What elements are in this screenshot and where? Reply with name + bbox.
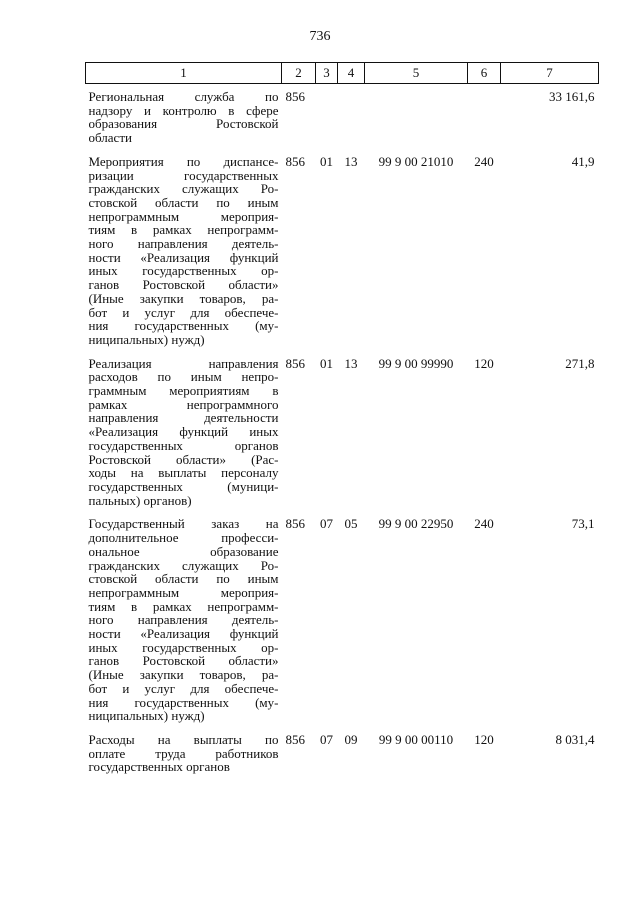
row-name-line: области xyxy=(88,130,132,146)
row-section: 01 xyxy=(320,153,333,169)
table-row xyxy=(86,149,599,351)
table-body xyxy=(86,84,599,779)
row-name-line: «Реализация функций иных xyxy=(88,424,279,440)
row-name xyxy=(86,727,282,778)
row-name-line: (Иные закупки товаров, ра- xyxy=(88,667,279,683)
row-name-line: ходы на выплаты персоналу xyxy=(88,465,279,481)
header-col-5: 5 xyxy=(365,63,468,84)
row-expense-type xyxy=(468,84,501,149)
row-name-line: ния государственных (му- xyxy=(88,694,279,710)
row-name-line: ного направления деятель- xyxy=(88,236,279,252)
row-target-article: 99 9 00 22950 xyxy=(378,516,454,532)
row-name-line: пальных) органов) xyxy=(88,492,192,508)
row-name-line: Государственный заказ на xyxy=(88,516,279,532)
row-name-line: ниципальных) нужд) xyxy=(88,708,205,724)
row-agency-code: 856 xyxy=(285,731,305,747)
row-agency-code: 856 xyxy=(285,516,305,532)
row-name-line: Реализация направления xyxy=(88,355,279,371)
row-name-line: ного направления деятель- xyxy=(88,612,279,628)
row-name xyxy=(86,149,282,351)
row-target-article xyxy=(365,84,468,149)
row-name-line: оплате труда работников xyxy=(88,745,279,761)
row-amount: 271,8 xyxy=(565,355,595,371)
row-name-line: гражданских служащих Ро- xyxy=(88,557,279,573)
row-name xyxy=(86,84,282,149)
header-col-1: 1 xyxy=(86,63,282,84)
row-name-line: ризации государственных xyxy=(88,167,279,183)
row-expense-type: 120 xyxy=(474,355,494,371)
row-amount: 73,1 xyxy=(571,516,595,532)
row-name-line: ганов Ростовской области» xyxy=(88,653,279,669)
row-expense-type: 240 xyxy=(474,153,494,169)
budget-table xyxy=(85,62,599,778)
row-name-line: направления деятельности xyxy=(88,410,279,426)
row-section xyxy=(316,84,338,149)
row-name-line: иных государственных ор- xyxy=(88,263,279,279)
row-name-line: гражданских служащих Ро- xyxy=(88,181,279,197)
row-name-line: непрограммным мероприя- xyxy=(88,208,279,224)
row-name-line: граммным мероприятиям в xyxy=(88,383,279,399)
row-name-line: непрограммным мероприя- xyxy=(88,584,279,600)
header-col-6: 6 xyxy=(468,63,501,84)
row-name-line: государственных (муници- xyxy=(88,478,279,494)
row-subsection: 09 xyxy=(344,731,358,747)
table-row xyxy=(86,511,599,727)
row-name-line: стовской области по иным xyxy=(88,571,279,587)
row-name-line: бот и услуг для обеспече- xyxy=(88,680,279,696)
row-name-line: образования Ростовской xyxy=(88,116,279,132)
row-name-line: (Иные закупки товаров, ра- xyxy=(88,290,279,306)
header-col-4: 4 xyxy=(338,63,365,84)
row-section: 01 xyxy=(320,355,333,371)
table-row xyxy=(86,84,599,149)
header-col-3: 3 xyxy=(316,63,338,84)
row-name-line: расходов по иным непро- xyxy=(88,369,279,385)
row-amount: 41,9 xyxy=(571,153,595,169)
row-name-line: Мероприятия по диспансе- xyxy=(88,153,279,169)
row-subsection: 05 xyxy=(344,516,358,532)
row-agency-code: 856 xyxy=(285,355,305,371)
row-expense-type: 120 xyxy=(474,731,494,747)
row-target-article: 99 9 00 21010 xyxy=(378,153,454,169)
header-col-7: 7 xyxy=(501,63,599,84)
row-name-line: иных государственных ор- xyxy=(88,639,279,655)
row-name-line: государственных органов xyxy=(88,759,230,775)
row-subsection: 13 xyxy=(344,355,358,371)
row-amount: 33 161,6 xyxy=(549,89,595,104)
table-header-row xyxy=(86,63,599,84)
row-name xyxy=(86,511,282,727)
row-section: 07 xyxy=(320,731,333,747)
row-name-line: ональное образование xyxy=(88,543,279,559)
table-row xyxy=(86,727,599,778)
row-name-line: государственных органов xyxy=(88,437,279,453)
row-name xyxy=(86,351,282,512)
row-agency-code: 856 xyxy=(285,89,305,104)
table-row xyxy=(86,351,599,512)
row-section: 07 xyxy=(320,516,333,532)
row-name-line: бот и услуг для обеспече- xyxy=(88,304,279,320)
row-target-article: 99 9 00 99990 xyxy=(378,355,454,371)
row-name-line: ности «Реализация функций xyxy=(88,626,279,642)
row-name-line: Ростовской области» (Рас- xyxy=(88,451,279,467)
row-name-line: ниципальных) нужд) xyxy=(88,331,205,347)
row-name-line: ния государственных (му- xyxy=(88,318,279,334)
page-number: 736 xyxy=(309,29,331,44)
row-name-line: тиям в рамках непрограмм- xyxy=(88,598,279,614)
header-col-2: 2 xyxy=(282,63,316,84)
row-name-line: рамках непрограммного xyxy=(88,396,279,412)
row-expense-type: 240 xyxy=(474,516,494,532)
row-name-line: Региональная служба по xyxy=(88,89,279,104)
row-name-line: дополнительное професси- xyxy=(88,530,279,546)
row-target-article: 99 9 00 00110 xyxy=(378,731,454,747)
row-amount: 8 031,4 xyxy=(555,731,595,747)
row-name-line: надзору и контролю в сфере xyxy=(88,102,279,118)
row-subsection xyxy=(338,84,365,149)
row-name-line: Расходы на выплаты по xyxy=(88,731,279,747)
row-name-line: стовской области по иным xyxy=(88,194,279,210)
row-name-line: ности «Реализация функций xyxy=(88,249,279,265)
row-agency-code: 856 xyxy=(285,153,305,169)
row-name-line: тиям в рамках непрограмм- xyxy=(88,222,279,238)
row-name-line: ганов Ростовской области» xyxy=(88,277,279,293)
row-subsection: 13 xyxy=(344,153,358,169)
